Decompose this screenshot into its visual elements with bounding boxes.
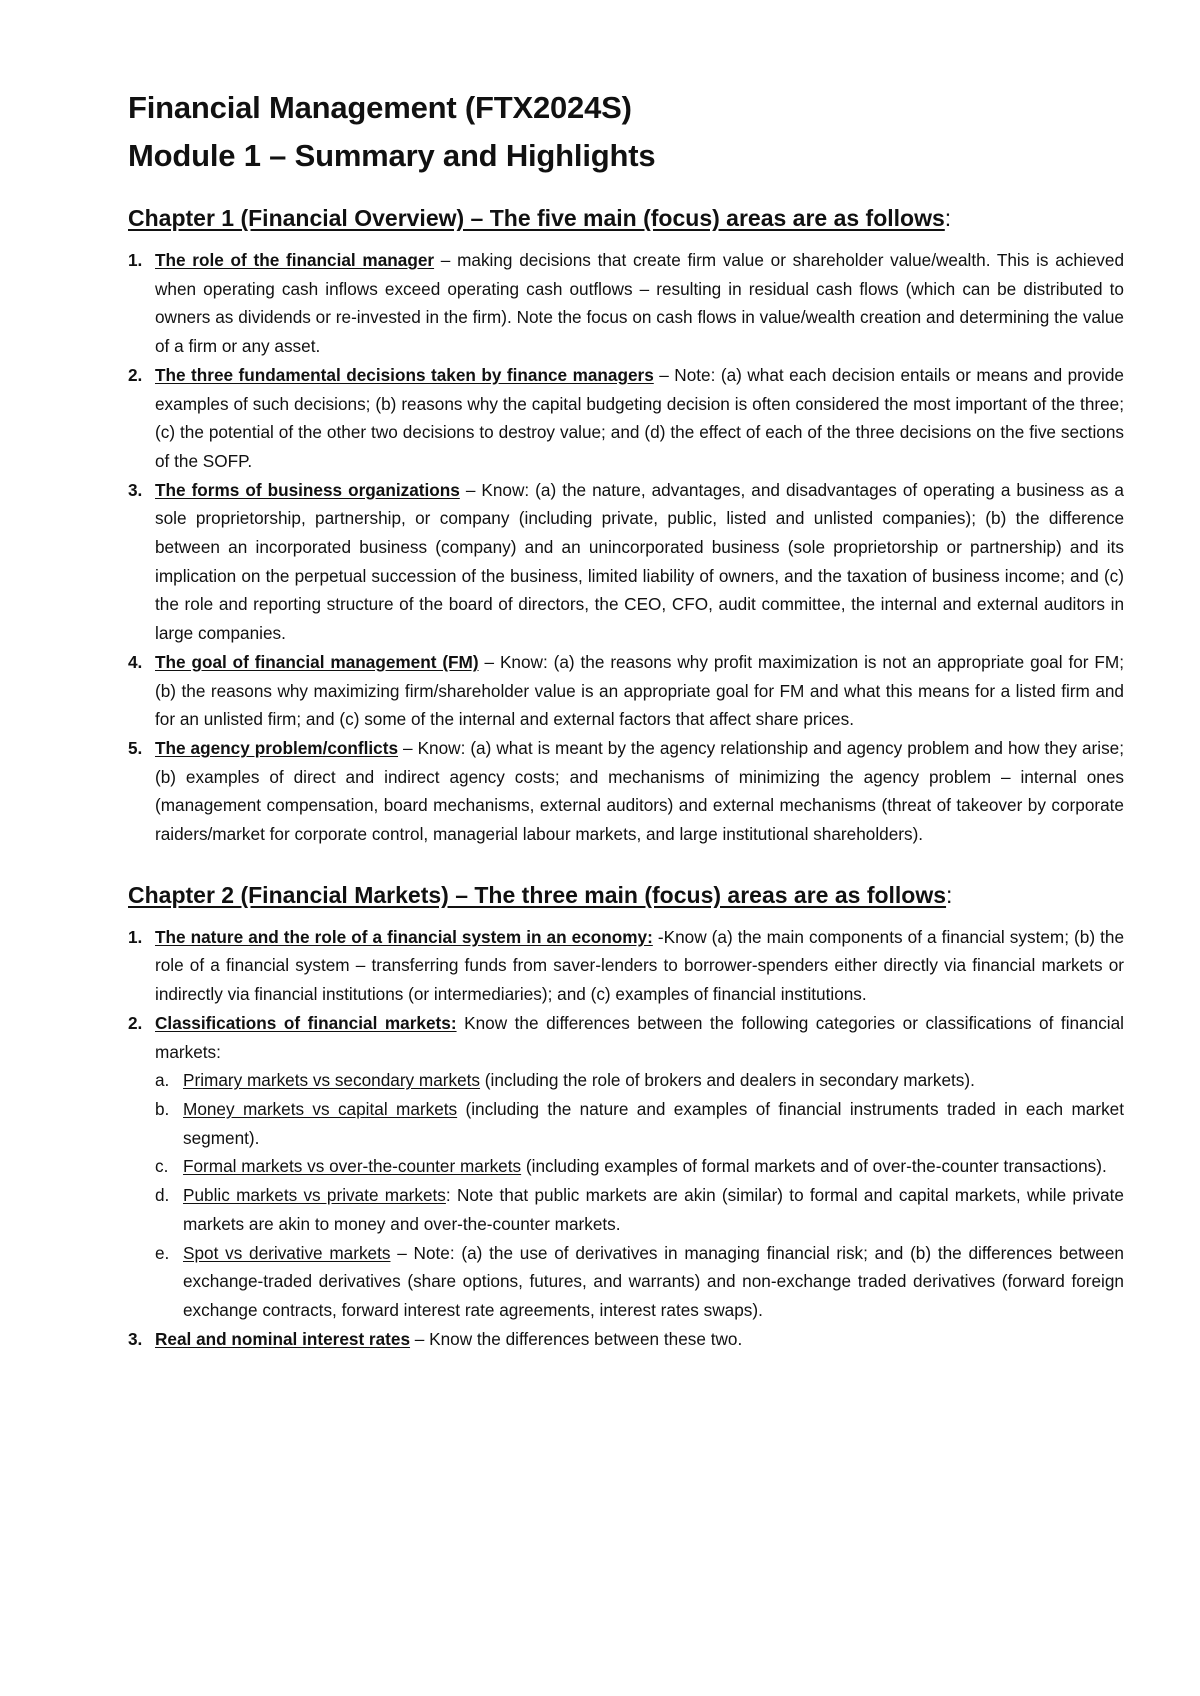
item-number: 3.	[128, 1328, 143, 1349]
sub-list-item	[155, 1152, 1124, 1181]
document-page	[128, 84, 1124, 1353]
list-item	[128, 246, 1124, 361]
item-lead: Real and nominal interest rates	[155, 1328, 411, 1349]
item-number: 2.	[128, 364, 143, 385]
chapter-2-heading-colon: :	[946, 881, 953, 908]
sub-item-letter: e.	[155, 1242, 170, 1263]
item-number: 2.	[128, 1012, 143, 1033]
item-number: 1.	[128, 250, 143, 270]
item-lead: Classifications of financial markets:	[155, 1012, 457, 1033]
item-lead: The three fundamental decisions taken by finance managers	[155, 364, 654, 385]
sub-item-lead: Primary markets vs secondary markets	[183, 1070, 481, 1091]
sub-item-lead: Money markets vs capital markets	[183, 1098, 458, 1119]
list-item	[128, 1009, 1124, 1325]
sub-list-item	[155, 1066, 1124, 1095]
item-lead: The forms of business organizations	[155, 479, 460, 500]
sub-item-text: : Note that public markets are akin (similar) to formal and capital markets, while private markets are akin to money and over-the-counter markets.	[183, 1185, 1124, 1234]
list-item	[128, 476, 1124, 648]
item-lead: The role of the financial manager	[155, 250, 435, 270]
sub-item-text: (including the nature and examples of financial instruments traded in each market segment).	[183, 1098, 1124, 1148]
chapter-1-heading-text: Chapter 1 (Financial Overview) – The five main (focus) areas are as follows	[128, 205, 945, 231]
chapter-2-heading	[128, 879, 1124, 911]
item-text: – Note: (a) what each decision entails or means and provide examples of such decisions; (b) reasons why the capital budgeting decision is often considered the most important of the three; (c) the potential of the other two decisions to destroy value; and (d) the effect of each of the three decisions on the five sections of the SOFP.	[155, 364, 1124, 471]
sub-item-letter: d.	[155, 1185, 170, 1206]
item-text: – Know the differences between these two.	[410, 1328, 743, 1349]
sub-item-text: (including the role of brokers and dealers in secondary markets).	[480, 1070, 975, 1091]
item-number: 5.	[128, 737, 143, 758]
chapter-1-heading-colon: :	[944, 205, 952, 231]
chapter-2-heading-text: Chapter 2 (Financial Markets) – The three main (focus) areas are as follows	[128, 881, 947, 908]
list-item	[128, 361, 1124, 476]
sub-item-text: – Note: (a) the use of derivatives in managing financial risk; and (b) the differences between exchange-traded derivatives (share options, futures, and warrants) and non-exchange traded derivatives (forward foreign exchange contracts, forward interest rate agreements, interest rates swaps).	[183, 1242, 1124, 1320]
chapter-1-list	[128, 246, 1124, 849]
item-lead: The goal of financial management (FM)	[155, 651, 479, 672]
item-text: – Know: (a) the reasons why profit maximization is not an appropriate goal for FM; (b) the reasons why maximizing firm/shareholder value is an appropriate goal for FM and what this means for a listed firm and for an unlisted firm; and (c) some of the internal and external factors that affect share prices.	[155, 651, 1124, 730]
item-lead: The nature and the role of a financial system in an economy:	[155, 926, 653, 947]
item-number: 1.	[128, 926, 143, 947]
item-lead: The agency problem/conflicts	[155, 737, 399, 758]
list-item	[128, 734, 1124, 849]
sub-item-lead: Formal markets vs over-the-counter markets	[183, 1156, 522, 1177]
sub-item-letter: a.	[155, 1070, 170, 1091]
sub-item-text: (including examples of formal markets and of over-the-counter transactions).	[521, 1156, 1107, 1177]
sub-list-item	[155, 1181, 1124, 1238]
list-item	[128, 923, 1124, 1009]
sub-item-letter: b.	[155, 1098, 170, 1119]
sub-item-letter: c.	[155, 1156, 169, 1177]
item-text: – making decisions that create firm value or shareholder value/wealth. This is achieved when operating cash inflows exceed operating cash outflows – resulting in residual cash flows (which can be distributed to owners as dividends or re-invested in the firm). Note the focus on cash flows in value/wealth creation and determining the value of a firm or any asset.	[155, 250, 1125, 357]
list-item	[128, 648, 1124, 734]
item-number: 3.	[128, 479, 143, 500]
chapter-1-heading	[128, 202, 1124, 234]
title-line-course: Financial Management (FTX2024S)	[128, 90, 632, 125]
sub-list-item	[155, 1239, 1124, 1325]
sub-item-lead: Public markets vs private markets	[183, 1185, 446, 1206]
item-number: 4.	[128, 651, 143, 672]
list-item	[128, 1325, 1124, 1354]
item-text: – Know: (a) the nature, advantages, and disadvantages of operating a business as a sole proprietorship, partnership, or company (including private, public, listed and unlisted companies); (b) the difference between an incorporated business (company) and an unincorporated business (sole proprietorship or partnership) and its implication on the perpetual succession of the business, limited liability of owners, and the taxation of business income; and (c) the role and reporting structure of the board of directors, the CEO, CFO, audit committee, the internal and external auditors in large companies.	[155, 479, 1124, 644]
sub-list-item	[155, 1095, 1124, 1152]
sub-item-lead: Spot vs derivative markets	[183, 1242, 391, 1263]
item-text: Know the differences between the following categories or classifications of financial markets:	[155, 1012, 1124, 1062]
document-title	[128, 84, 1124, 180]
title-line-module: Module 1 – Summary and Highlights	[128, 138, 656, 173]
chapter-2-list	[128, 923, 1124, 1354]
item-text: – Know: (a) what is meant by the agency relationship and agency problem and how they arise; (b) examples of direct and indirect agency costs; and mechanisms of minimizing the agency problem – internal ones (management compensation, board mechanisms, external auditors) and external mechanisms (threat of takeover by corporate raiders/market for corporate control, managerial labour markets, and large institutional shareholders).	[155, 737, 1124, 845]
item-text: -Know (a) the main components of a financial system; (b) the role of a financial system – transferring funds from saver-lenders to borrower-spenders either directly via financial markets or indirectly via financial institutions (or intermediaries); and (c) examples of financial institutions.	[155, 926, 1125, 1005]
market-classification-list	[155, 1066, 1124, 1324]
